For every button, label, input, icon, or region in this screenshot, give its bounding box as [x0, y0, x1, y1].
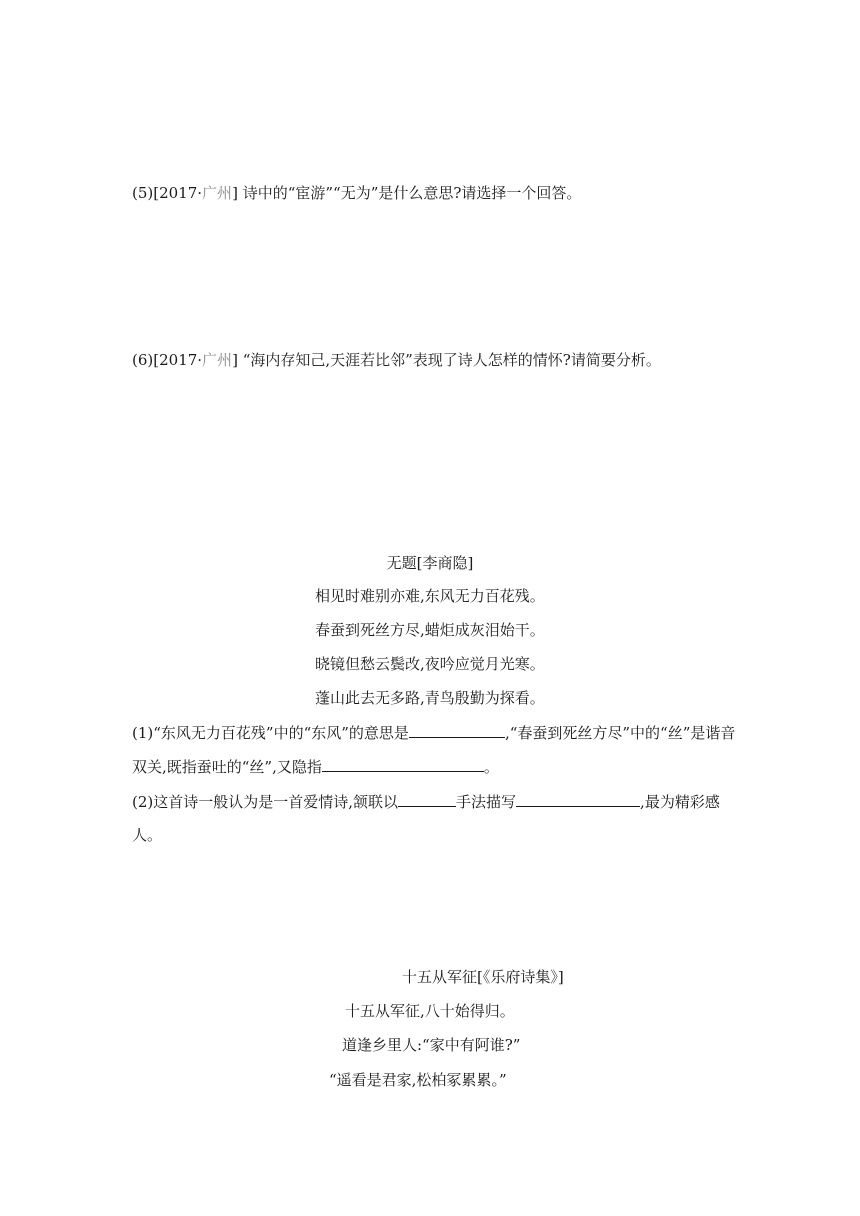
q2-text-b: 手法描写 [456, 793, 517, 811]
source-place: 广州 [202, 351, 233, 369]
poem-1-title: 无题[李商隐] [386, 554, 474, 572]
poem-1-line-3: 晓镜但愁云鬓改,夜吟应觉月光寒。 [315, 655, 545, 673]
poem-1-line-1: 相见时难别亦难,东风无力百花残。 [315, 587, 545, 605]
answer-blank-si[interactable] [322, 756, 484, 772]
poem-1-question-1-line-2 [132, 756, 499, 777]
source-open: [2017· [153, 184, 203, 202]
question-5 [132, 183, 581, 203]
source-open: [2017· [153, 351, 203, 369]
poem-2-line-2: 道逢乡里人:“家中有阿谁?” [342, 1036, 521, 1054]
answer-blank-dongfeng[interactable] [409, 722, 505, 738]
source-close: ] [232, 184, 238, 202]
question-6 [132, 350, 661, 370]
poem-2-title: 十五从军征[《乐府诗集》] [402, 968, 564, 986]
answer-blank-content[interactable] [516, 791, 640, 807]
q1-text-b: ,“春蚕到死丝方尽”中的“丝”是谐音 [504, 724, 736, 742]
question-text: 诗中的“宦游”“无为”是什么意思?请选择一个回答。 [237, 184, 582, 202]
poem-1-question-2-line-2: 人。 [132, 826, 163, 844]
poem-1-question-2-line-1 [132, 791, 720, 812]
q1-text-c: 双关,既指蚕吐的“丝”,又隐指 [132, 758, 322, 776]
question-number: (5) [132, 184, 154, 202]
poem-1-line-4: 蓬山此去无多路,青鸟殷勤为探看。 [315, 689, 545, 707]
source-place: 广州 [202, 184, 233, 202]
q2-text-c: ,最为精彩感 [640, 793, 720, 811]
answer-blank-technique[interactable] [398, 791, 456, 807]
poem-1-line-2: 春蚕到死丝方尽,蜡炬成灰泪始干。 [315, 621, 545, 639]
source-close: ] [232, 351, 238, 369]
poem-2-line-1: 十五从军征,八十始得归。 [345, 1002, 515, 1020]
question-number: (6) [132, 351, 154, 369]
question-text: “海内存知己,天涯若比邻”表现了诗人怎样的情怀?请简要分析。 [237, 351, 661, 369]
q2-text-a: (2)这首诗一般认为是一首爱情诗,颔联以 [132, 793, 399, 811]
q1-text-d: 。 [483, 758, 499, 776]
q1-text-a: (1)“东风无力百花残”中的“东风”的意思是 [132, 724, 409, 742]
poem-1-question-1-line-1 [132, 722, 735, 743]
poem-2-line-3: “遥看是君家,松柏冢累累。” [329, 1071, 507, 1089]
